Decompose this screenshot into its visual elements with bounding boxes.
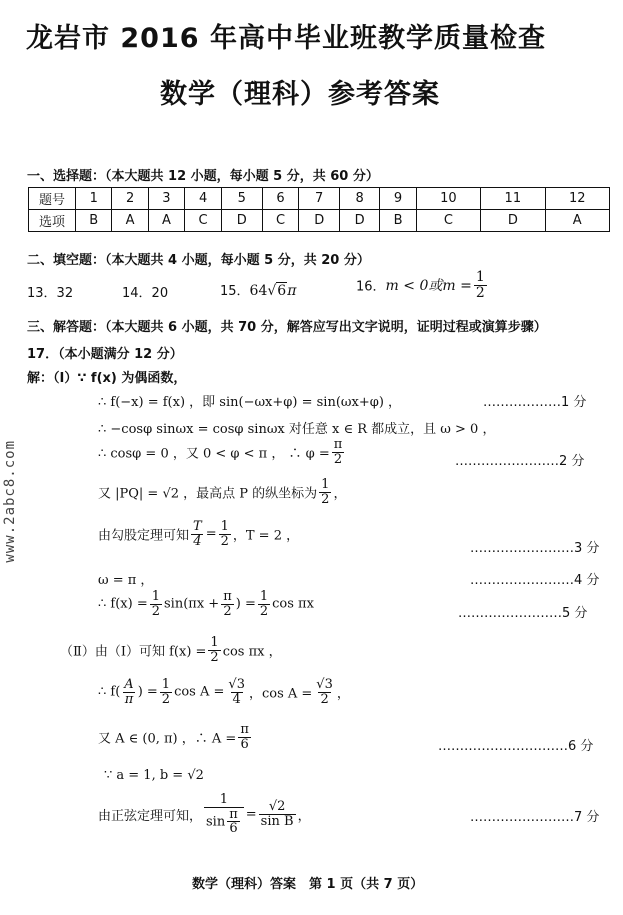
question-number: 11 bbox=[481, 188, 545, 210]
fraction-numerator: 1 bbox=[210, 635, 219, 650]
answer-cell: C bbox=[185, 210, 222, 232]
question-number: 3 bbox=[148, 188, 184, 210]
row-label-answer: 选项 bbox=[29, 210, 76, 232]
fill-answer-15 bbox=[220, 280, 296, 299]
question-17-heading: 17．（本小题满分 12 分） bbox=[27, 347, 183, 362]
question-number: 4 bbox=[185, 188, 222, 210]
fraction-numerator: π bbox=[229, 806, 238, 822]
fraction-denominator: 2 bbox=[475, 284, 485, 301]
fill-answer-14: 14．20 bbox=[122, 286, 169, 301]
solution-line-5 bbox=[98, 520, 299, 548]
fraction-denominator: 2 bbox=[223, 603, 232, 619]
fraction-denominator: 6 bbox=[240, 736, 249, 752]
fraction-numerator: π bbox=[333, 437, 343, 452]
answer-table-answer-row bbox=[29, 210, 610, 232]
fraction bbox=[332, 438, 345, 466]
question-number: 1 bbox=[76, 188, 112, 210]
fill-answer-16-label: 16． bbox=[356, 279, 386, 295]
fraction bbox=[221, 590, 234, 618]
document-title-line1: 龙岩市 2016 年高中毕业班教学质量检查 bbox=[26, 23, 546, 54]
line-4-tail: ， bbox=[333, 486, 347, 502]
fraction-denominator: sin B bbox=[260, 813, 294, 829]
question-number: 2 bbox=[112, 188, 148, 210]
fraction bbox=[474, 270, 487, 300]
fraction-numerator: T bbox=[193, 519, 202, 534]
answer-table-number-row bbox=[29, 188, 610, 210]
solution-line-3 bbox=[98, 438, 346, 466]
section-choice-heading: 一、选择题：（本大题共 12 小题，每小题 5 分，共 60 分） bbox=[27, 169, 379, 184]
fraction-numerator: 1 bbox=[321, 477, 330, 492]
line-5-eq: = bbox=[205, 526, 217, 542]
solution-line-11 bbox=[98, 793, 311, 836]
fill-answer-15-radicand: 6 bbox=[277, 283, 287, 299]
fraction bbox=[258, 590, 270, 618]
answer-table bbox=[28, 187, 610, 232]
answer-cell: A bbox=[545, 210, 609, 232]
document-title-line2: 数学（理科）参考答案 bbox=[160, 79, 440, 110]
question-number: 8 bbox=[339, 188, 379, 210]
line-7-eq: ) = bbox=[235, 596, 256, 612]
fraction bbox=[314, 678, 335, 706]
line-11-text: 由正弦定理可知， bbox=[98, 808, 203, 824]
fraction-numerator: 1 bbox=[219, 792, 229, 807]
fraction-denominator: 2 bbox=[161, 691, 171, 707]
fraction-denominator: 6 bbox=[229, 821, 238, 837]
fraction-denominator: 4 bbox=[193, 533, 202, 549]
fraction-numerator: √3 bbox=[228, 677, 245, 692]
sqrt-sign: √ bbox=[267, 283, 277, 299]
line-8-tail: ， bbox=[336, 686, 350, 702]
solution-line-9 bbox=[98, 723, 253, 751]
line-8-text: ∴ f( bbox=[98, 684, 121, 700]
answer-cell: C bbox=[416, 210, 480, 232]
answer-cell: D bbox=[481, 210, 545, 232]
fraction-numerator: √2 bbox=[268, 799, 286, 815]
fraction-denominator: 2 bbox=[259, 603, 269, 619]
fraction-denominator: 2 bbox=[220, 533, 229, 549]
part-2-tail: cos πx ， bbox=[222, 644, 282, 660]
line-7-cos: cos πx bbox=[272, 596, 314, 612]
solution-line-2: ∴ −cosφ sinωx = cosφ sinωx 对任意 x ∈ R 都成立，且 ω > 0 ， bbox=[98, 422, 496, 437]
line-8-cos2: ，cos A = bbox=[248, 686, 313, 702]
answer-cell: A bbox=[148, 210, 184, 232]
line-7-text: ∴ f(x) = bbox=[98, 596, 148, 612]
line-8-cos: cos A = bbox=[174, 684, 225, 700]
fraction-numerator: 1 bbox=[475, 269, 485, 285]
score-5: ……………………5 分 bbox=[458, 606, 588, 621]
solution-line-6: ω = π ， bbox=[98, 573, 154, 588]
fraction bbox=[238, 723, 251, 751]
fill-answer-16 bbox=[356, 270, 489, 300]
fraction bbox=[226, 678, 247, 706]
fraction-denominator: 2 bbox=[333, 451, 343, 467]
score-2: ……………………2 分 bbox=[455, 454, 585, 469]
fraction-denominator: 2 bbox=[320, 691, 329, 707]
section-fill-heading: 二、填空题：（本大题共 4 小题，每小题 5 分，共 20 分） bbox=[27, 253, 370, 268]
score-6: …………………………6 分 bbox=[438, 739, 594, 754]
fraction bbox=[122, 678, 135, 706]
fraction-numerator: 1 bbox=[220, 519, 229, 534]
question-number: 7 bbox=[299, 188, 339, 210]
question-number: 9 bbox=[380, 188, 416, 210]
fraction bbox=[191, 520, 204, 548]
fill-answer-15-coef: 64 bbox=[249, 283, 268, 299]
watermark-text: www.2abc8.com bbox=[2, 440, 18, 563]
fraction-denominator bbox=[204, 807, 244, 836]
fraction bbox=[319, 478, 331, 506]
fraction bbox=[160, 678, 172, 706]
solution-line-7 bbox=[98, 590, 314, 618]
solution-line-8 bbox=[98, 678, 350, 706]
question-number: 6 bbox=[262, 188, 299, 210]
line-7-sin: sin(πx + bbox=[164, 596, 220, 612]
score-4: ……………………4 分 bbox=[470, 573, 600, 588]
answer-cell: B bbox=[76, 210, 112, 232]
fraction bbox=[204, 793, 244, 836]
fraction-numerator: 1 bbox=[259, 589, 269, 604]
fraction bbox=[227, 808, 240, 836]
fraction-denominator: π bbox=[124, 691, 134, 707]
fill-answer-13: 13．32 bbox=[27, 286, 74, 301]
fraction bbox=[219, 520, 231, 548]
fill-answer-15-pi: π bbox=[287, 283, 297, 299]
score-1: ………………1 分 bbox=[483, 395, 587, 410]
line-9-text: 又 A ∈ (0, π) ，∴ A = bbox=[98, 731, 237, 747]
fraction bbox=[150, 590, 162, 618]
solution-intro: 解：（Ⅰ）∵ f(x) 为偶函数， bbox=[27, 371, 187, 386]
fraction-numerator: √3 bbox=[316, 677, 333, 692]
fraction bbox=[208, 636, 220, 664]
fraction-denominator: 2 bbox=[210, 649, 219, 665]
fraction-denominator: 2 bbox=[151, 603, 160, 619]
row-label-number: 题号 bbox=[29, 188, 76, 210]
score-7: ……………………7 分 bbox=[470, 810, 600, 825]
part-2-text: （Ⅱ）由（Ⅰ）可知 f(x) = bbox=[60, 644, 207, 660]
solution-part-2 bbox=[60, 636, 282, 664]
fraction bbox=[259, 800, 296, 828]
line-11-tail: ， bbox=[297, 808, 311, 824]
sin-label: sin bbox=[206, 813, 226, 829]
fraction-numerator: 1 bbox=[161, 677, 171, 692]
solution-line-4 bbox=[98, 478, 346, 506]
question-number: 10 bbox=[416, 188, 480, 210]
score-3: ……………………3 分 bbox=[470, 541, 600, 556]
answer-cell: A bbox=[112, 210, 148, 232]
fraction-numerator: π bbox=[223, 589, 232, 604]
answer-cell: D bbox=[299, 210, 339, 232]
line-3-text: ∴ cosφ = 0 ，又 0 < φ < π ， ∴ φ = bbox=[98, 446, 330, 462]
line-5-text: 由勾股定理可知 bbox=[98, 528, 190, 544]
fill-answer-16-expr: m < 0或m = bbox=[385, 278, 472, 295]
line-11-eq: = bbox=[245, 806, 257, 822]
fraction-numerator: 1 bbox=[151, 589, 160, 604]
section-solve-heading: 三、解答题：（本大题共 6 小题，共 70 分，解答应写出文字说明，证明过程或演算步骤） bbox=[27, 320, 547, 335]
line-4-text: 又 |PQ| = √2 ，最高点 P 的纵坐标为 bbox=[98, 486, 318, 502]
answer-cell: C bbox=[262, 210, 299, 232]
question-number: 12 bbox=[545, 188, 609, 210]
line-5-tail: ，T = 2 ， bbox=[232, 528, 300, 544]
solution-line-1: ∴ f(−x) = f(x) ，即 sin(−ωx+φ) = sin(ωx+φ) ， bbox=[98, 395, 402, 410]
solution-line-10: ∵ a = 1, b = √2 bbox=[104, 768, 204, 783]
fraction-numerator: π bbox=[240, 722, 249, 737]
fill-answer-15-label: 15． bbox=[220, 284, 250, 299]
page-footer: 数学（理科）答案 第 1 页（共 7 页） bbox=[192, 877, 424, 892]
answer-cell: D bbox=[339, 210, 379, 232]
answer-cell: B bbox=[380, 210, 416, 232]
fraction-denominator: 2 bbox=[321, 491, 330, 507]
line-8-eq: ) = bbox=[137, 684, 158, 700]
fraction-numerator: A bbox=[124, 677, 134, 692]
fraction-denominator: 4 bbox=[232, 691, 241, 707]
answer-cell: D bbox=[222, 210, 262, 232]
question-number: 5 bbox=[222, 188, 262, 210]
